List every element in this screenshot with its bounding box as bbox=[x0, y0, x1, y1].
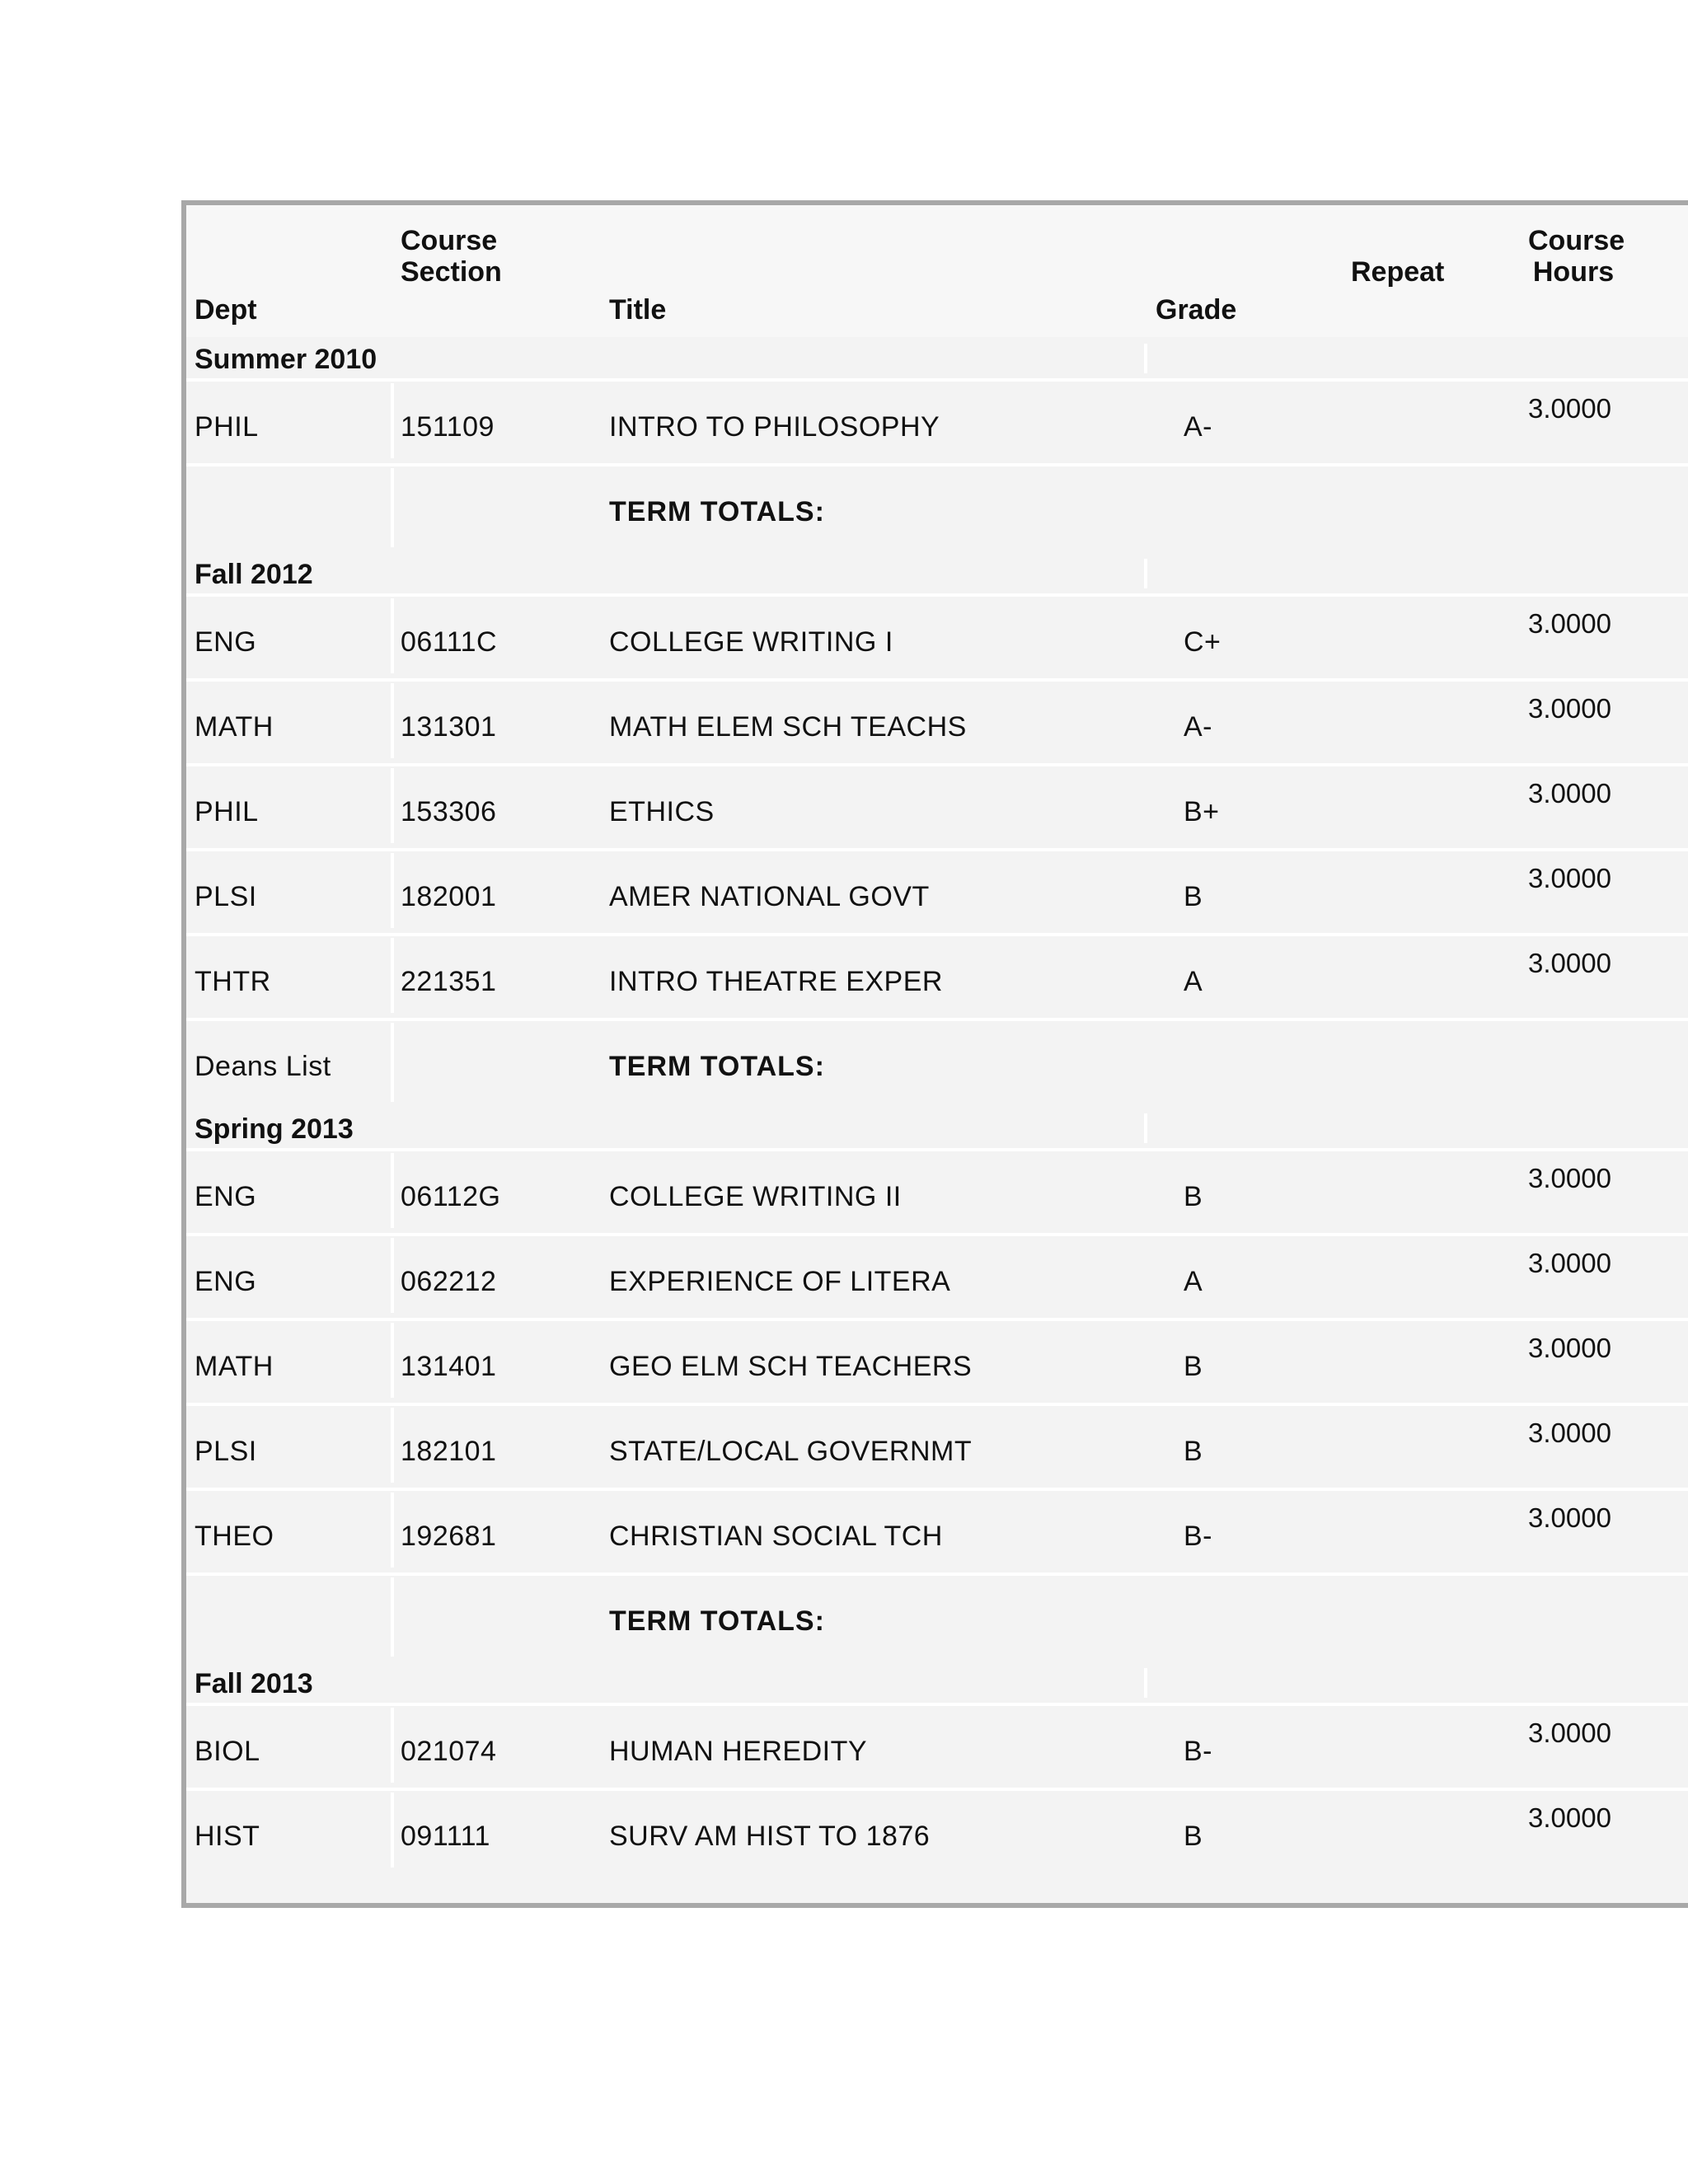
course-section: 151109 bbox=[401, 411, 495, 443]
course-hours: 3.0000 bbox=[1528, 1502, 1611, 1533]
course-hours: 3.0000 bbox=[1528, 693, 1611, 724]
table-header bbox=[186, 205, 1688, 337]
course-hours: 3.0000 bbox=[1528, 1802, 1611, 1833]
course-row bbox=[186, 678, 1688, 763]
course-dept: PHIL bbox=[195, 411, 259, 443]
term-note: Deans List bbox=[195, 1051, 331, 1082]
row-separator bbox=[186, 1148, 1688, 1151]
course-grade: B bbox=[1184, 1181, 1203, 1212]
row-separator bbox=[186, 1403, 1688, 1406]
term-row bbox=[186, 1107, 1688, 1148]
course-grade: A bbox=[1184, 966, 1203, 997]
column-divider bbox=[391, 598, 394, 673]
course-hours: 3.0000 bbox=[1528, 393, 1611, 424]
row-separator bbox=[186, 1488, 1688, 1491]
term-divider bbox=[1144, 1113, 1147, 1143]
course-row bbox=[186, 1703, 1688, 1788]
course-row bbox=[186, 1233, 1688, 1318]
header-course-section bbox=[401, 225, 502, 288]
course-grade: B+ bbox=[1184, 796, 1220, 827]
column-divider bbox=[391, 1023, 394, 1102]
course-dept: HIST bbox=[195, 1821, 260, 1852]
course-dept: PLSI bbox=[195, 1436, 257, 1467]
column-divider bbox=[391, 1793, 394, 1868]
course-row bbox=[186, 1148, 1688, 1233]
row-separator bbox=[186, 1703, 1688, 1706]
course-dept: BIOL bbox=[195, 1736, 260, 1767]
term-divider bbox=[1144, 1668, 1147, 1698]
row-separator bbox=[186, 378, 1688, 382]
course-section: 131401 bbox=[401, 1351, 497, 1382]
column-divider bbox=[391, 1493, 394, 1568]
course-title: EXPERIENCE OF LITERA bbox=[609, 1266, 951, 1297]
course-hours: 3.0000 bbox=[1528, 1163, 1611, 1193]
course-hours: 3.0000 bbox=[1528, 778, 1611, 808]
term-name: Spring 2013 bbox=[195, 1113, 354, 1145]
row-separator bbox=[186, 678, 1688, 682]
course-row bbox=[186, 1403, 1688, 1488]
term-divider bbox=[1144, 559, 1147, 588]
course-section: 06111C bbox=[401, 626, 498, 658]
header-title: Title bbox=[609, 294, 667, 326]
course-row bbox=[186, 1788, 1688, 1872]
course-title: AMER NATIONAL GOVT bbox=[609, 881, 930, 912]
course-hours: 3.0000 bbox=[1528, 1718, 1611, 1748]
header-repeat: Repeat bbox=[1351, 256, 1445, 288]
course-title: MATH ELEM SCH TEACHS bbox=[609, 711, 967, 743]
course-section: 131301 bbox=[401, 711, 497, 743]
course-grade: B bbox=[1184, 1351, 1203, 1382]
header-dept: Dept bbox=[195, 294, 257, 326]
column-divider bbox=[391, 1238, 394, 1313]
term-name: Fall 2012 bbox=[195, 559, 313, 590]
course-grade: B bbox=[1184, 1436, 1203, 1467]
column-divider bbox=[391, 1577, 394, 1657]
course-dept: ENG bbox=[195, 626, 257, 658]
course-grade: B- bbox=[1184, 1736, 1212, 1767]
course-dept: PLSI bbox=[195, 881, 257, 912]
course-title: COLLEGE WRITING II bbox=[609, 1181, 902, 1212]
column-divider bbox=[391, 468, 394, 547]
row-separator bbox=[186, 1018, 1688, 1021]
column-divider bbox=[391, 768, 394, 843]
term-name: Fall 2013 bbox=[195, 1668, 313, 1699]
row-separator bbox=[186, 593, 1688, 597]
course-row bbox=[186, 763, 1688, 848]
row-separator bbox=[186, 1572, 1688, 1576]
course-dept: PHIL bbox=[195, 796, 259, 827]
term-totals-label: TERM TOTALS: bbox=[609, 496, 825, 527]
course-row bbox=[186, 1488, 1688, 1572]
course-dept: ENG bbox=[195, 1266, 257, 1297]
term-totals-row bbox=[186, 463, 1688, 552]
course-dept: THEO bbox=[195, 1521, 274, 1552]
column-divider bbox=[391, 1153, 394, 1228]
column-divider bbox=[391, 938, 394, 1013]
course-section: 182001 bbox=[401, 881, 497, 912]
course-section: 182101 bbox=[401, 1436, 497, 1467]
course-title: STATE/LOCAL GOVERNMT bbox=[609, 1436, 973, 1467]
header-course-section-line1: Course bbox=[401, 225, 498, 256]
term-totals-row bbox=[186, 1572, 1688, 1661]
term-row bbox=[186, 337, 1688, 378]
course-title: INTRO THEATRE EXPER bbox=[609, 966, 943, 997]
header-course-hours-line1: Course bbox=[1528, 225, 1625, 256]
column-divider bbox=[391, 683, 394, 758]
course-title: GEO ELM SCH TEACHERS bbox=[609, 1351, 973, 1382]
course-dept: THTR bbox=[195, 966, 271, 997]
course-section: 062212 bbox=[401, 1266, 497, 1297]
header-course-hours-line2: Hours bbox=[1532, 256, 1615, 288]
course-row bbox=[186, 933, 1688, 1018]
row-separator bbox=[186, 463, 1688, 466]
term-totals-label: TERM TOTALS: bbox=[609, 1051, 825, 1082]
course-title: SURV AM HIST TO 1876 bbox=[609, 1821, 931, 1852]
course-grade: A- bbox=[1184, 711, 1212, 743]
course-row bbox=[186, 848, 1688, 933]
course-hours: 3.0000 bbox=[1528, 1333, 1611, 1363]
term-name: Summer 2010 bbox=[195, 344, 377, 375]
header-course-hours bbox=[1528, 225, 1625, 288]
row-separator bbox=[186, 848, 1688, 851]
course-title: CHRISTIAN SOCIAL TCH bbox=[609, 1521, 943, 1552]
course-section: 091111 bbox=[401, 1821, 490, 1852]
course-dept: MATH bbox=[195, 711, 274, 743]
term-row bbox=[186, 552, 1688, 593]
row-separator bbox=[186, 1233, 1688, 1236]
term-divider bbox=[1144, 344, 1147, 373]
header-course-section-line2: Section bbox=[401, 256, 502, 288]
course-grade: B- bbox=[1184, 1521, 1212, 1552]
course-section: 06112G bbox=[401, 1181, 501, 1212]
course-title: HUMAN HEREDITY bbox=[609, 1736, 868, 1767]
course-grade: A- bbox=[1184, 411, 1212, 443]
course-hours: 3.0000 bbox=[1528, 1418, 1611, 1448]
course-grade: B bbox=[1184, 881, 1203, 912]
course-title: ETHICS bbox=[609, 796, 715, 827]
course-section: 021074 bbox=[401, 1736, 497, 1767]
course-dept: MATH bbox=[195, 1351, 274, 1382]
term-row bbox=[186, 1661, 1688, 1703]
course-grade: B bbox=[1184, 1821, 1203, 1852]
course-grade: C+ bbox=[1184, 626, 1221, 658]
column-divider bbox=[391, 383, 394, 458]
row-separator bbox=[186, 1318, 1688, 1321]
course-hours: 3.0000 bbox=[1528, 608, 1611, 639]
column-divider bbox=[391, 1323, 394, 1398]
term-totals-row bbox=[186, 1018, 1688, 1107]
course-section: 221351 bbox=[401, 966, 497, 997]
course-dept: ENG bbox=[195, 1181, 257, 1212]
course-row bbox=[186, 378, 1688, 463]
course-section: 153306 bbox=[401, 796, 497, 827]
course-row bbox=[186, 1318, 1688, 1403]
row-separator bbox=[186, 1788, 1688, 1791]
course-section: 192681 bbox=[401, 1521, 497, 1552]
course-title: INTRO TO PHILOSOPHY bbox=[609, 411, 940, 443]
course-grade: A bbox=[1184, 1266, 1203, 1297]
transcript-table bbox=[181, 200, 1688, 1908]
column-divider bbox=[391, 853, 394, 928]
row-separator bbox=[186, 933, 1688, 936]
course-hours: 3.0000 bbox=[1528, 948, 1611, 978]
column-divider bbox=[391, 1708, 394, 1783]
term-totals-label: TERM TOTALS: bbox=[609, 1605, 825, 1637]
course-hours: 3.0000 bbox=[1528, 863, 1611, 893]
header-grade: Grade bbox=[1156, 294, 1237, 326]
course-title: COLLEGE WRITING I bbox=[609, 626, 893, 658]
row-separator bbox=[186, 763, 1688, 766]
column-divider bbox=[391, 1408, 394, 1483]
course-row bbox=[186, 593, 1688, 678]
course-hours: 3.0000 bbox=[1528, 1248, 1611, 1278]
